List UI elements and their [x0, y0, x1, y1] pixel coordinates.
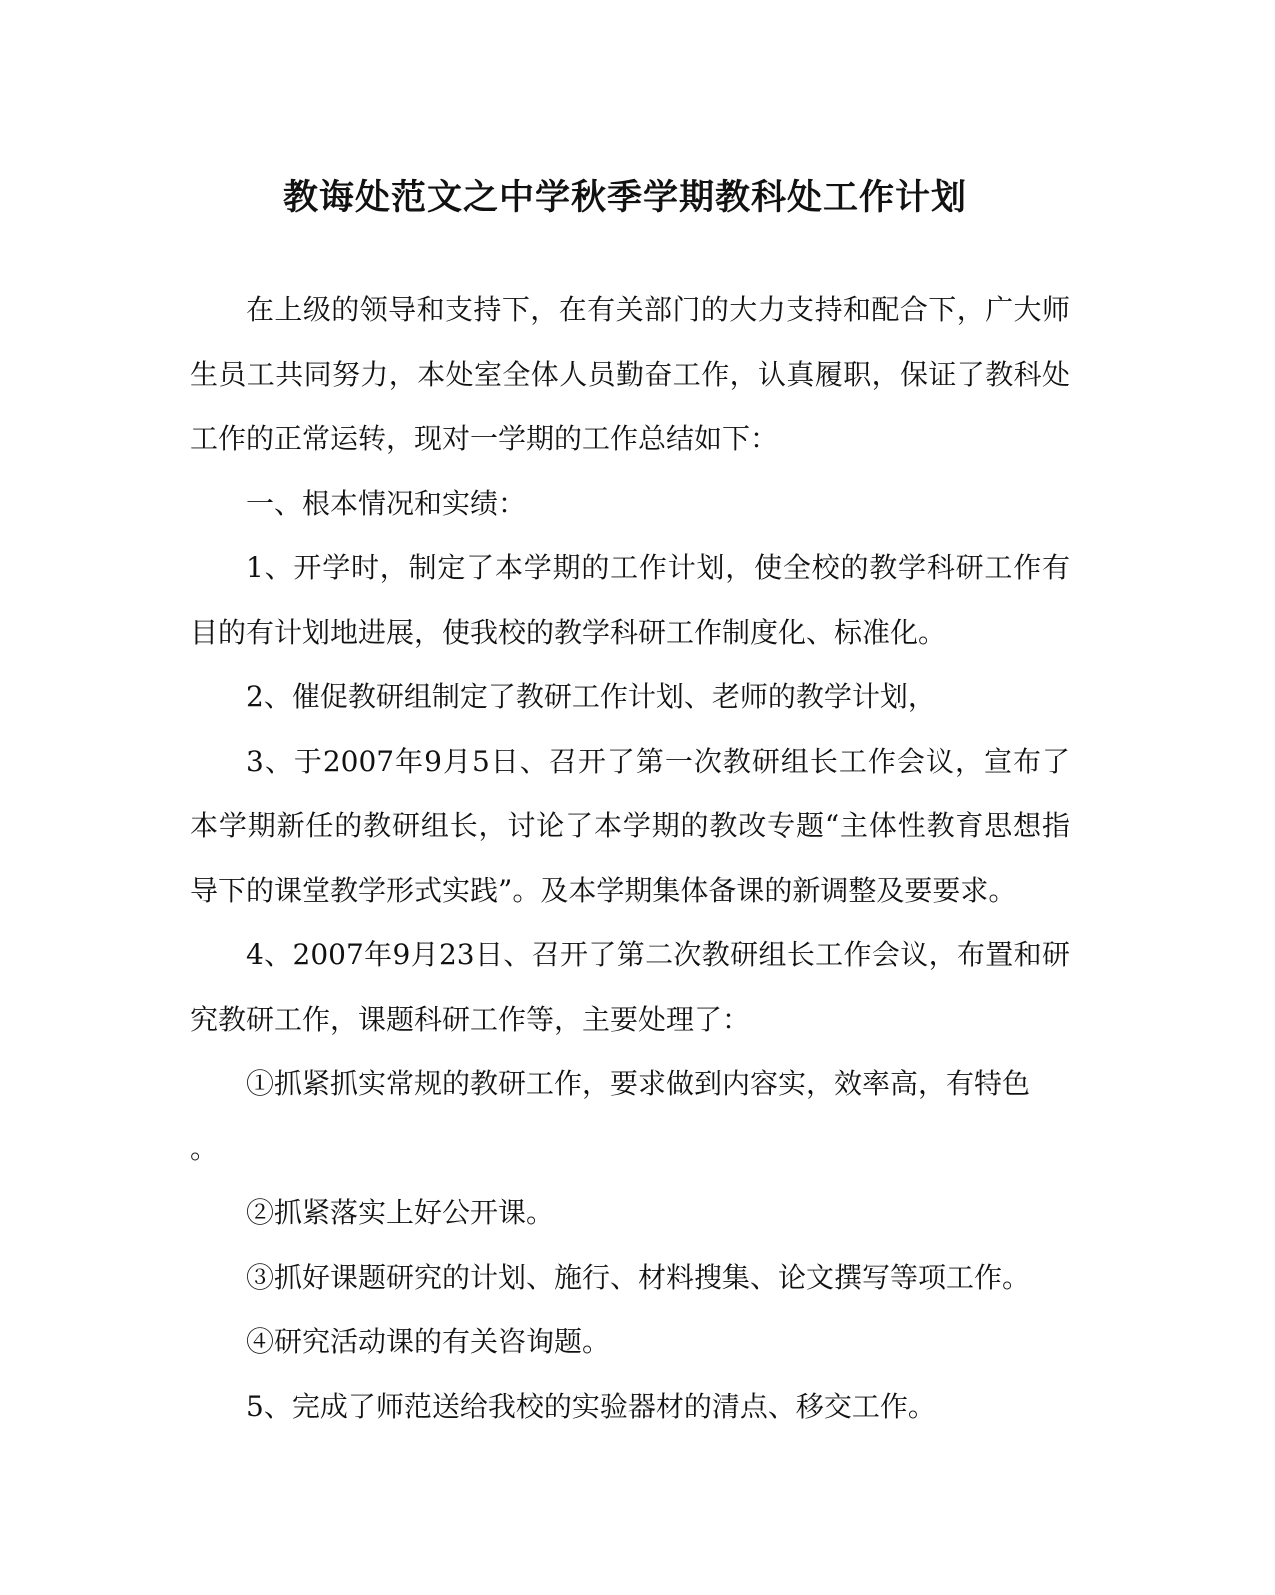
paragraph-item-1: 1、开学时，制定了本学期的工作计划，使全校的教学科研工作有目的有计划地进展，使我校的教学科研工作制度化、标准化。 [190, 551, 1070, 649]
document-body [190, 278, 1070, 1439]
subitem-1: ①抓紧抓实常规的教研工作，要求做到内容实，效率高，有特色 [246, 1067, 1031, 1100]
paragraph-item-5: 5、完成了师范送给我校的实验器材的清点、移交工作。 [246, 1389, 936, 1423]
paragraph-item-2: 2、催促教研组制定了教研工作计划、老师的教学计划， [246, 680, 936, 713]
document-title: 教诲处范文之中学秋季学期教科处工作计划 [282, 177, 967, 218]
subitem-1-trailing-period: 。 [190, 1131, 219, 1165]
paragraph-intro: 在上级的领导和支持下，在有关部门的大力支持和配合下，广大师生员工共同努力，本处室全体人员勤奋工作，认真履职，保证了教科处工作的正常运转，现对一学期的工作总结如下： [190, 293, 1070, 455]
subitem-2: ②抓紧落实上好公开课。 [246, 1196, 555, 1229]
paragraph-item-3: 3、于2007年9月5日、召开了第一次教研组长工作会议，宣布了本学期新任的教研组长，讨论了本学期的教改专题“主体性教育思想指导下的课堂教学形式实践”。及本学期集体备课的新调整及要要求。 [190, 744, 1070, 907]
subitem-3: ③抓好课题研究的计划、施行、材料搜集、论文撰写等项工作。 [246, 1260, 1031, 1294]
subitem-4: ④研究活动课的有关咨询题。 [246, 1325, 611, 1358]
paragraph-item-4: 4、2007年9月23日、召开了第二次教研组长工作会议，布置和研究教研工作，课题科研工作等，主要处理了： [190, 938, 1070, 1036]
section-heading-basic-situation: 一、根本情况和实绩： [246, 486, 527, 520]
